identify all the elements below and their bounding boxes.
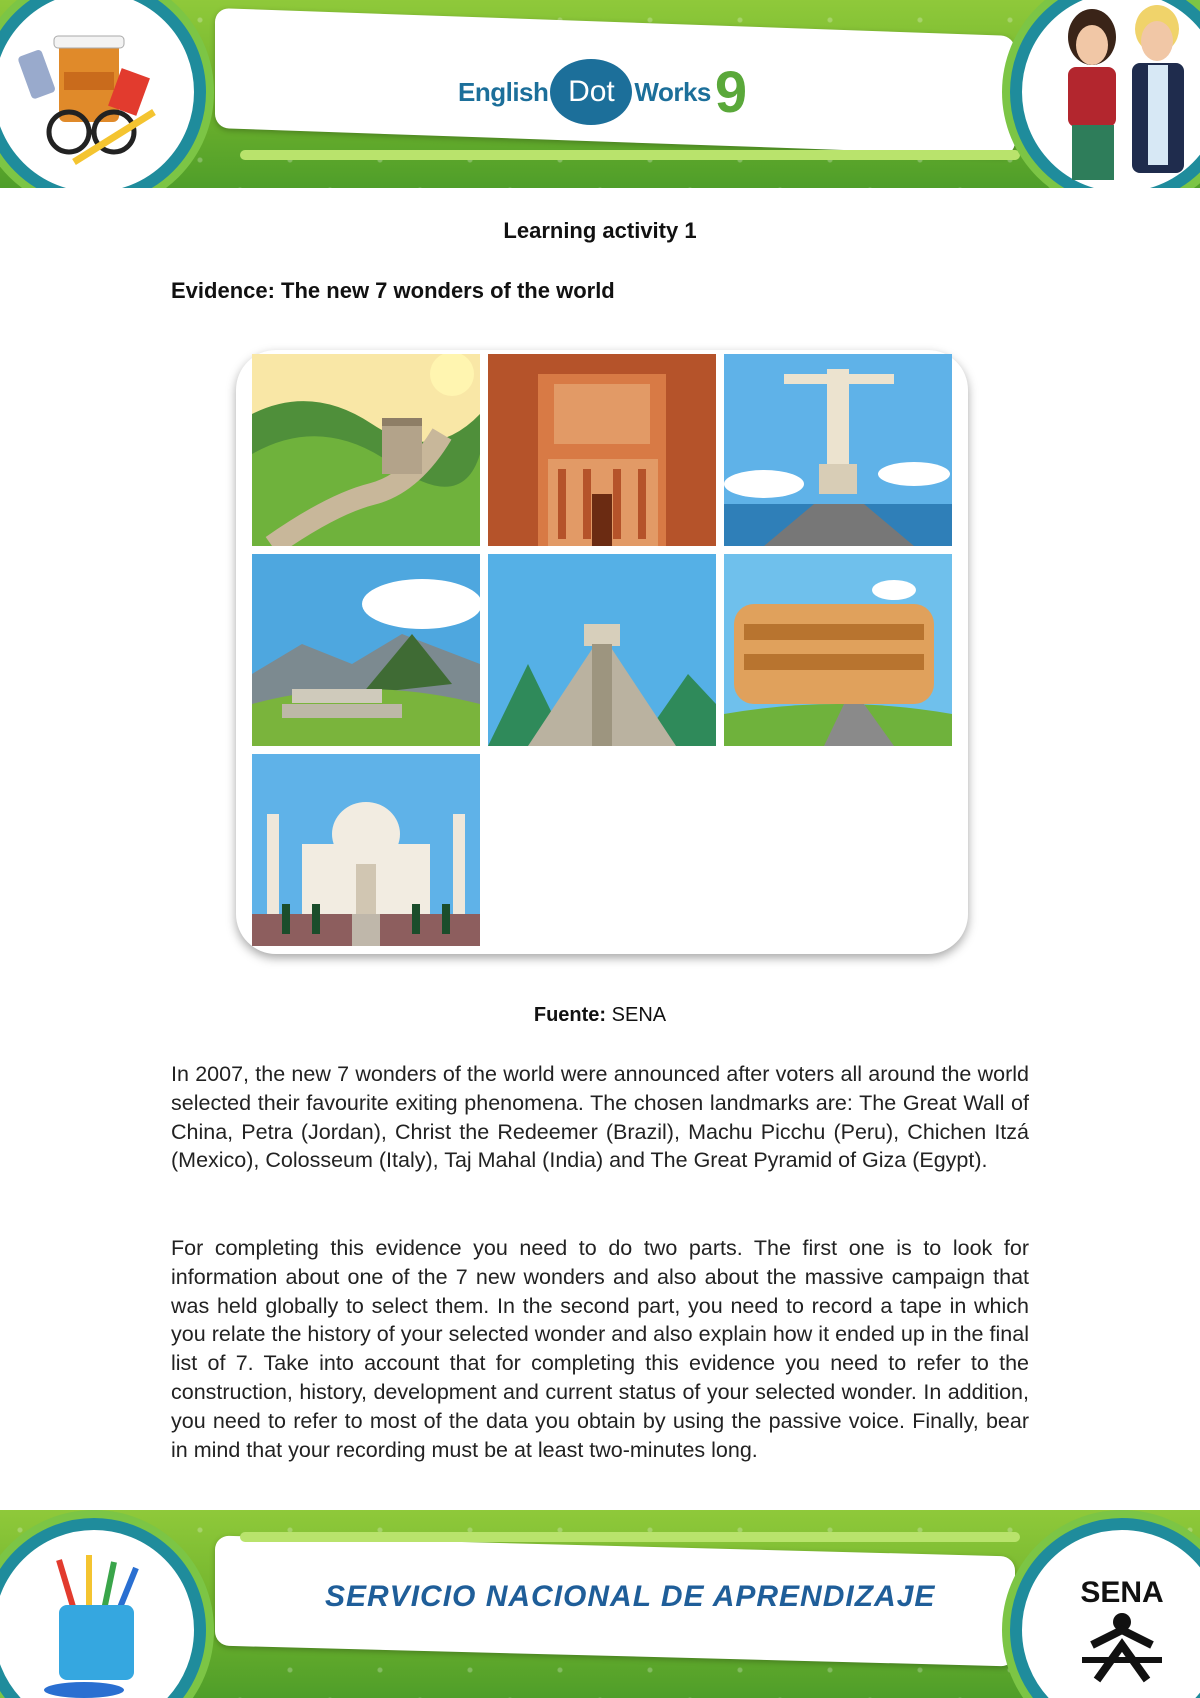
great-wall-image <box>252 354 480 546</box>
colosseum-image <box>724 554 952 746</box>
header-left-circle <box>0 0 206 188</box>
sena-logo-text: SENA <box>1080 1576 1164 1609</box>
english-dot-works-logo <box>458 52 747 132</box>
coffee-glasses-icon <box>14 22 164 172</box>
source-label: Fuente: <box>533 1004 607 1026</box>
machu-picchu-image <box>252 554 480 746</box>
image-source <box>0 1004 1200 1027</box>
pencil-cup-icon <box>24 1550 164 1698</box>
instructions-paragraph: For completing this evidence you need to do two parts. The first one is to look for information about one of the 7 new wonders and also about the massive campaign that was held globally to select them. In the second part, you need to record a tape in which you relate the history of your selected wonder and also explain how it ended up in the final list of 7. Take into account that for completing this evidence you need to refer to the construction, history, development and current status of your selected wonder. In addition, you need to refer to most of the data you obtain by using the passive voice. Finally, bear in mind that your recording must be at least two-minutes long. <box>171 1236 1029 1462</box>
evidence-title: Evidence: The new 7 wonders of the world <box>171 278 615 303</box>
logo-word-works: Works <box>634 76 711 107</box>
petra-image <box>488 354 716 546</box>
logo-word-english: English <box>458 76 549 107</box>
taj-mahal-image <box>252 754 480 946</box>
footer-stripe <box>240 1532 1020 1542</box>
sena-logo-icon <box>1052 1560 1192 1698</box>
footer-title: SERVICIO NACIONAL DE APRENDIZAJE <box>325 1580 936 1613</box>
logo-word-dot: Dot <box>550 59 632 125</box>
footer-banner <box>0 1510 1200 1698</box>
activity-title: Learning activity 1 <box>503 218 697 243</box>
chichen-itza-image <box>488 554 716 746</box>
logo-number: 9 <box>714 59 748 125</box>
christ-redeemer-image <box>724 354 952 546</box>
source-value: SENA <box>606 1004 667 1026</box>
header-stripe <box>240 150 1020 160</box>
header-banner <box>0 0 1200 188</box>
header-right-circle <box>1010 0 1200 188</box>
students-illustration-icon <box>1032 0 1200 187</box>
wonders-gallery <box>236 350 968 954</box>
intro-paragraph: In 2007, the new 7 wonders of the world were announced after voters all around the world selected their favourite exiting phenomena. The chosen landmarks are: The Great Wall of China, Petra (Jordan), Christ the Redeemer (Brazil), Machu Picchu (Peru), Chichen Itzá (Mexico), Colosseum (Italy), Taj Mahal (India) and The Great Pyramid of Giza (Egypt). <box>171 1062 1029 1173</box>
